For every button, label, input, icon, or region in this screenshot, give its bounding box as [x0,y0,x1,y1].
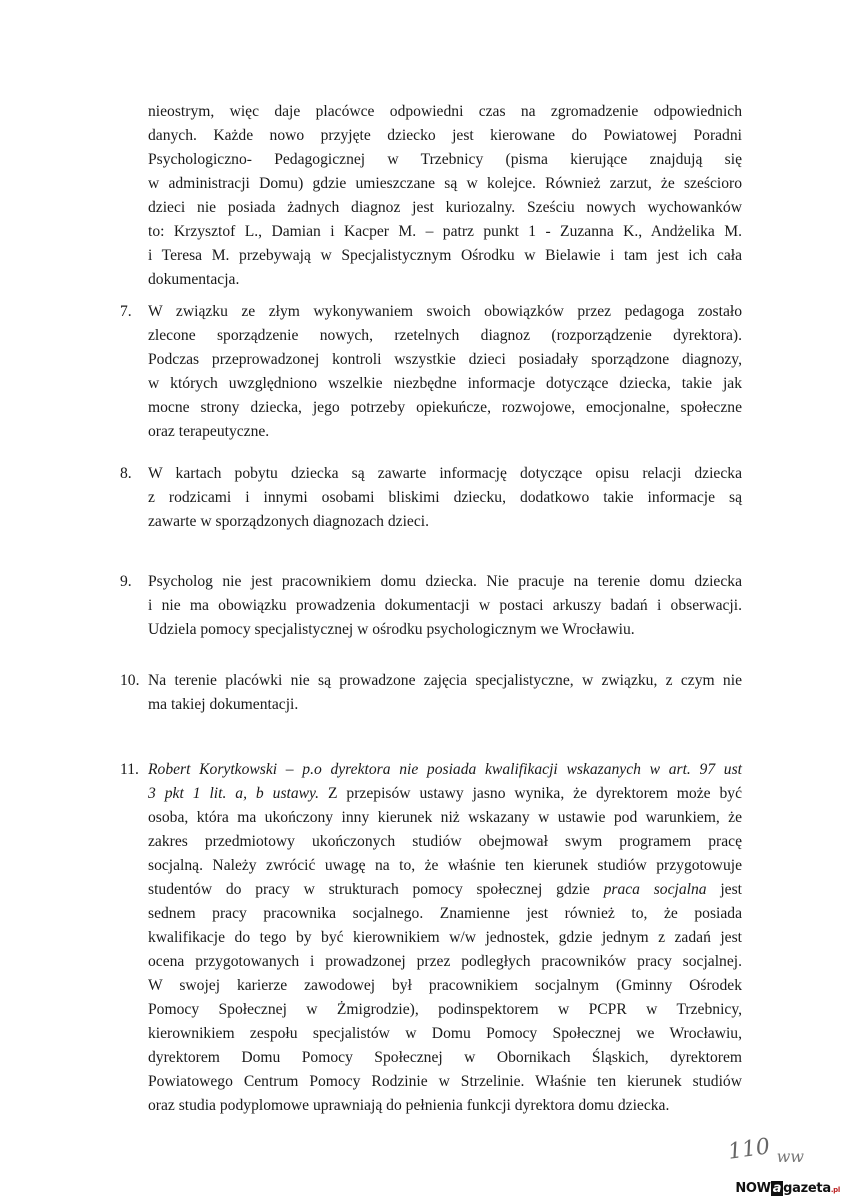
intro-paragraph [148,100,742,292]
watermark-part-2: a [772,1181,782,1196]
item11a-line: socjalną. Należy zwrócić uwagę na to, że właśnie ten kierunek studiów przygotowuje [148,857,742,874]
item11b-line: oraz studia podyplomowe uprawniają do pełnienia funkcji dyrektora domu dziecka. [148,1097,670,1114]
intro-line: i Teresa M. przebywają w Specjalistycznym Ośrodku w Bielawie i tam jest ich cała [148,247,742,264]
item7-line: mocne strony dziecka, jego potrzeby opiekuńcze, rozwojowe, emocjonalne, społeczne [148,399,742,416]
item8-line: W kartach pobytu dziecka są zawarte informację dotyczące opisu relacji dziecka [148,465,742,482]
item-8-number: 8. [120,465,132,482]
item-11-line-6-italic: praca socjalna [603,881,707,898]
item-9-text [148,570,742,642]
item9-line: i nie ma obowiązku prowadzenia dokumentacji w postaci arkuszy badań i obserwacji. [148,597,742,614]
item-8-text [148,462,742,534]
item9-line: Psycholog nie jest pracownikiem domu dziecka. Nie pracuje na terenie domu dziecka [148,573,742,590]
handwritten-page-number: 110 [726,1134,772,1165]
item-9-number: 9. [120,573,132,590]
item7-line: W związku ze złym wykonywaniem swoich obowiązków przez pedagoga zostało [148,303,742,320]
item8-line: zawarte w sporządzonych diagnozach dzieci. [148,513,429,530]
item11b-line: ocena przygotowanych i prowadzonej przez podległych pracowników pracy socjalnej. [148,953,742,970]
item-11-line-2-rest: Z przepisów ustawy jasno wynika, że dyrektorem może być [319,785,742,802]
watermark-part-1: NOW [735,1181,771,1196]
item-11-lines-b [148,902,742,1118]
item11b-line: kierownikiem zespołu specjalistów w Domu Pomocy Społecznej we Wrocławiu, [148,1025,742,1042]
watermark-logo [735,1181,840,1196]
item11b-line: Powiatowego Centrum Pomocy Rodzinie w Strzelinie. Właśnie ten kierunek studiów [148,1073,742,1090]
intro-line: dokumentacja. [148,271,240,288]
item8-line: z rodzicami i innymi osobami bliskimi dziecku, dodatkowo takie informacje są [148,489,742,506]
item7-line: oraz terapeutyczne. [148,423,270,440]
item11a-line: zakres przedmiotowy ukończonych studiów obejmował swym programem pracę [148,833,742,850]
item11b-line: sednem pracy pracownika socjalnego. Znamienne jest również to, że posiada [148,905,742,922]
intro-line: Psychologiczno- Pedagogicznej w Trzebnicy (pisma kierujące znajdują się [148,151,742,168]
item11b-line: dyrektorem Domu Pomocy Społecznej w Obornikach Śląskich, dyrektorem [148,1049,742,1066]
item-11-text [148,758,742,1118]
item-7-text [148,300,742,444]
intro-line: nieostrym, więc daje placówce odpowiedni czas na zgromadzenie odpowiednich [148,103,742,120]
item9-line: Udziela pomocy specjalistycznej w ośrodku psychologicznym we Wrocławiu. [148,621,635,638]
intro-line: w administracji Domu) gdzie umieszczane są w kolejce. Również zarzut, że sześcioro [148,175,742,192]
item-10-number: 10. [120,672,140,689]
item-11-lines-a [148,806,742,878]
item10-line: Na terenie placówki nie są prowadzone zajęcia specjalistyczne, w związku, z czym nie [148,672,742,689]
item7-line: Podczas przeprowadzonej kontroli wszystkie dzieci posiadały sporządzone diagnozy, [148,351,742,368]
handwritten-initials: ww [776,1147,804,1166]
item10-line: ma takiej dokumentacji. [148,696,299,713]
intro-line: danych. Każde nowo przyjęte dziecko jest kierowane do Powiatowej Poradni [148,127,742,144]
item-11-line-6-post: jest [706,881,742,898]
item-7-number: 7. [120,303,132,320]
item-10-text [148,669,742,717]
item11b-line: Pomocy Społecznej w Żmigrodzie), podinspektorem w PCPR w Trzebnicy, [148,1001,742,1018]
item-11-line-2 [148,782,742,806]
item11a-line: osoba, która ma ukończony inny kierunek niż wskazany w ustawie pod warunkiem, że [148,809,742,826]
item-11-line-6 [148,878,742,902]
item-11-line-6-pre: studentów do pracy w strukturach pomocy społecznej gdzie [148,881,604,898]
watermark-part-4: .pl [830,1186,840,1194]
intro-line: to: Krzysztof L., Damian i Kacper M. – patrz punkt 1 - Zuzanna K., Andżelika M. [148,223,742,240]
item7-line: w których uwzględniono wszelkie niezbędne informacje dotyczące dziecka, takie jak [148,375,742,392]
item-11-line-1: Robert Korytkowski – p.o dyrektora nie posiada kwalifikacji wskazanych w art. 97 ust [148,761,742,778]
item11b-line: kwalifikacje do tego by być kierownikiem w/w jednostek, gdzie jednym z zadań jest [148,929,742,946]
item11b-line: W swojej karierze zawodowej był pracownikiem socjalnym (Gminny Ośrodek [148,977,742,994]
intro-line: dzieci nie posiada żadnych diagnoz jest kuriozalny. Sześciu nowych wychowanków [148,199,742,216]
watermark-part-3: gazeta [783,1181,831,1196]
item-11-line-2-italic: 3 pkt 1 lit. a, b ustawy. [148,785,320,802]
item7-line: zlecone sporządzenie nowych, rzetelnych diagnoz (rozporządzenie dyrektora). [148,327,742,344]
item-11-number: 11. [120,761,139,778]
